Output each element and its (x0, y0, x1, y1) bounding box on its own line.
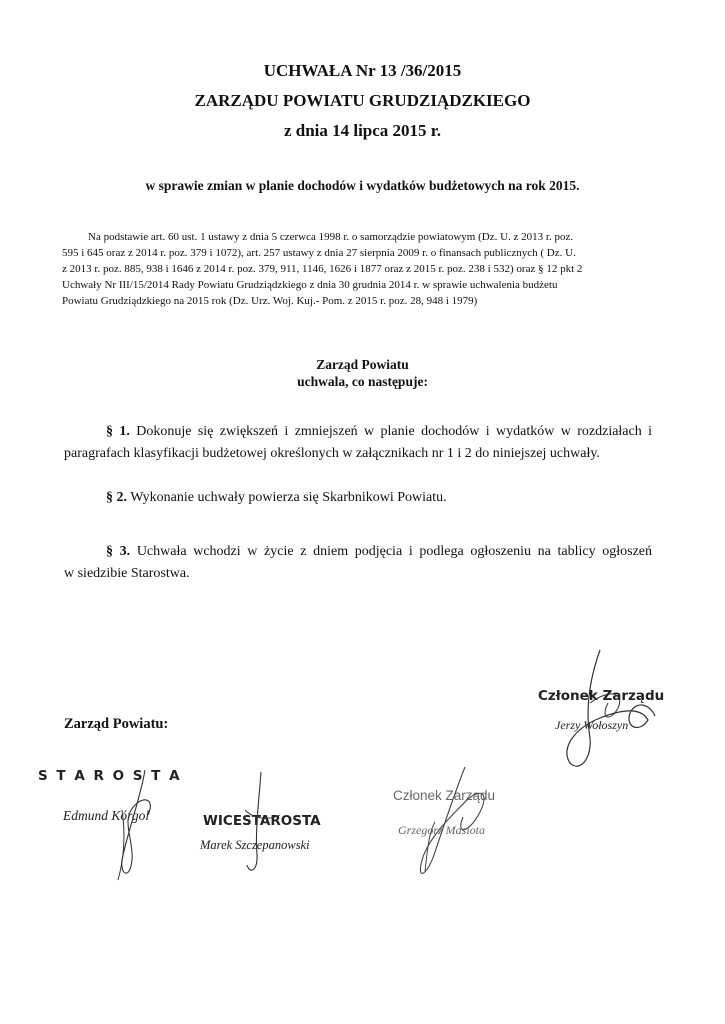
starosta-name: Edmund Kórgol (63, 808, 150, 823)
section-2 (106, 487, 666, 509)
legal-basis (62, 229, 662, 309)
resolution-number: UCHWAŁA Nr 13 /36/2015 (263, 61, 462, 80)
section-3-text: Uchwała wchodzi w życie z dniem podjęcia i podlega ogłoszeniu na tablicy ogłoszeń (136, 544, 653, 559)
section-1-mark: § 1. (106, 424, 130, 439)
member1-name: Jerzy Wołoszyn (555, 718, 629, 732)
legal-line: 595 i 645 oraz z 2014 r. poz. 379 i 1072), art. 257 ustawy z dnia 27 sierpnia 2009 r. o finansach publicznych ( Dz. U. (62, 247, 576, 259)
legal-line: z 2013 r. poz. 885, 938 i 1646 z 2014 r. poz. 379, 911, 1146, 1626 i 1877 oraz z 2015 r. poz. 238 i 532) oraz § 12 pkt 2 (62, 263, 583, 275)
resolution-subject: w sprawie zmian w planie dochodów i wydatków budżetowych na rok 2015. (145, 178, 580, 193)
legal-line: Powiatu Grudziądzkiego na 2015 rok (Dz. Urz. Woj. Kuj.- Pom. z 2015 r. poz. 28, 948 i 1979) (62, 295, 478, 307)
signature-member1 (530, 648, 670, 778)
section-1-line-1 (106, 421, 652, 443)
board-heading: Zarząd Powiatu (316, 357, 409, 372)
section-2-text: Wykonanie uchwały powierza się Skarbnikowi Powiatu. (130, 490, 447, 505)
vice-name: Marek Szczepanowski (200, 838, 310, 852)
legal-line: Uchwały Nr III/15/2014 Rady Powiatu Grudziądzkiego z dnia 30 grudnia 2014 r. w sprawie uchwalenia budżetu (62, 279, 558, 291)
issuing-body: ZARZĄDU POWIATU GRUDZIĄDZKIEGO (194, 91, 531, 110)
member2-name: Grzegorz Masiota (398, 823, 486, 837)
section-3-mark: § 3. (106, 544, 131, 559)
section-1-text: Dokonuje się zwiększeń i zmniejszeń w planie dochodów i wydatków w rozdziałach i (136, 424, 652, 439)
section-2-mark: § 2. (106, 490, 127, 505)
resolves-heading: uchwala, co następuje: (297, 374, 428, 389)
legal-line: Na podstawie art. 60 ust. 1 ustawy z dnia 5 czerwca 1998 r. o samorządzie powiatowym (Dz. U. z 2013 r. poz. (88, 231, 574, 243)
vice-title: WICESTAROSTA (203, 813, 321, 829)
section-1-line-2: paragrafach klasyfikacji budżetowej określonych w załącznikach nr 1 i 2 do niniejszej uchwały. (64, 446, 600, 461)
member2-title: Członek Zarządu (393, 788, 496, 803)
section-3-line-1 (106, 541, 652, 563)
starosta-title: S T A R O S T A (38, 768, 182, 784)
resolution-date: z dnia 14 lipca 2015 r. (283, 121, 442, 140)
member1-title: Członek Zarządu (538, 688, 665, 704)
board-label: Zarząd Powiatu: (64, 716, 169, 732)
section-3-line-2: w siedzibie Starostwa. (64, 566, 190, 581)
